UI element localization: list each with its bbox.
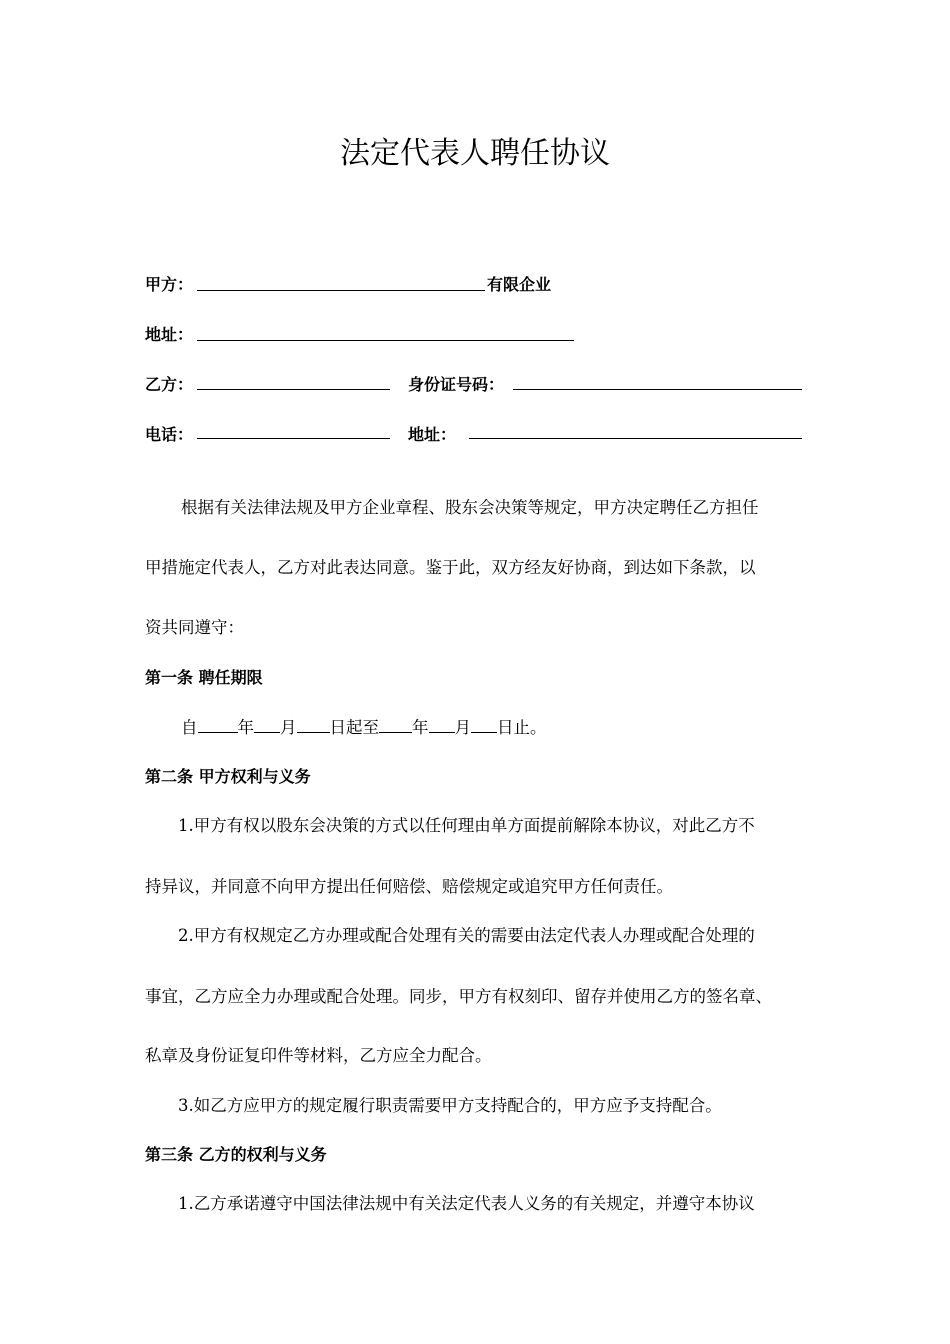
term-year2-blank[interactable] [379, 731, 412, 733]
article-2-line: 3.如乙方应甲方的规定履行职责需要甲方支持配合的，甲方应予支持配合。 [178, 1096, 722, 1115]
term-year2: 年 [412, 718, 429, 737]
article-3-line: 1.乙方承诺遵守中国法律法规中有关法定代表人义务的有关规定，并遵守本协议 [178, 1194, 755, 1213]
term-day-blank[interactable] [297, 731, 330, 733]
term-month2-blank[interactable] [429, 731, 455, 733]
term-day2-blank[interactable] [471, 731, 497, 733]
term-month2: 月 [454, 718, 471, 737]
article-3-heading: 第三条 乙方的权利与义务 [145, 1145, 327, 1164]
article-2-line: 持异议，并同意不向甲方提出任何赔偿、赔偿规定或追究甲方任何责任。 [145, 877, 673, 896]
address-a-blank[interactable] [197, 340, 574, 341]
article-2-line: 2.甲方有权规定乙方办理或配合处理有关的需要由法定代表人办理或配合处理的 [178, 926, 755, 945]
address-b-label: 地址： [408, 425, 457, 444]
intro-line: 根据有关法律法规及甲方企业章程、股东会决策等规定，甲方决定聘任乙方担任 [181, 498, 759, 517]
intro-line: 甲措施定代表人，乙方对此表达同意。鉴于此，双方经友好协商，到达如下条款，以 [145, 558, 756, 577]
address-b-blank[interactable] [469, 438, 802, 439]
page-title: 法定代表人聘任协议 [340, 136, 610, 171]
intro-line: 资共同遵守： [145, 618, 244, 637]
article-2-line: 事宜，乙方应全力办理或配合处理。同步，甲方有权刻印、留存并使用乙方的签名章、 [145, 987, 772, 1006]
phone-label: 电话： [145, 425, 194, 444]
id-number-label: 身份证号码： [408, 375, 505, 394]
party-a-label: 甲方： [145, 275, 194, 294]
party-a-suffix: 有限企业 [487, 275, 552, 294]
party-b-label: 乙方： [145, 375, 194, 394]
term-month: 月 [280, 718, 297, 737]
address-a-label: 地址： [145, 325, 194, 344]
term-from: 自 [181, 718, 198, 737]
party-b-blank[interactable] [197, 389, 390, 390]
article-2-line: 1.甲方有权以股东会决策的方式以任何理由单方面提前解除本协议，对此乙方不 [178, 816, 755, 835]
article-1-heading: 第一条 聘任期限 [145, 668, 263, 687]
party-a-blank[interactable] [197, 290, 485, 291]
term-day-from: 日起至 [329, 718, 379, 737]
term-year: 年 [237, 718, 254, 737]
term-day-end: 日止。 [497, 718, 547, 737]
term-year-blank[interactable] [198, 731, 238, 733]
term-line [181, 714, 547, 738]
term-month-blank[interactable] [254, 731, 280, 733]
article-2-heading: 第二条 甲方权利与义务 [145, 767, 311, 786]
phone-blank[interactable] [197, 438, 390, 439]
article-2-line: 私章及身份证复印件等材料，乙方应全力配合。 [145, 1046, 492, 1065]
id-number-blank[interactable] [513, 389, 802, 390]
